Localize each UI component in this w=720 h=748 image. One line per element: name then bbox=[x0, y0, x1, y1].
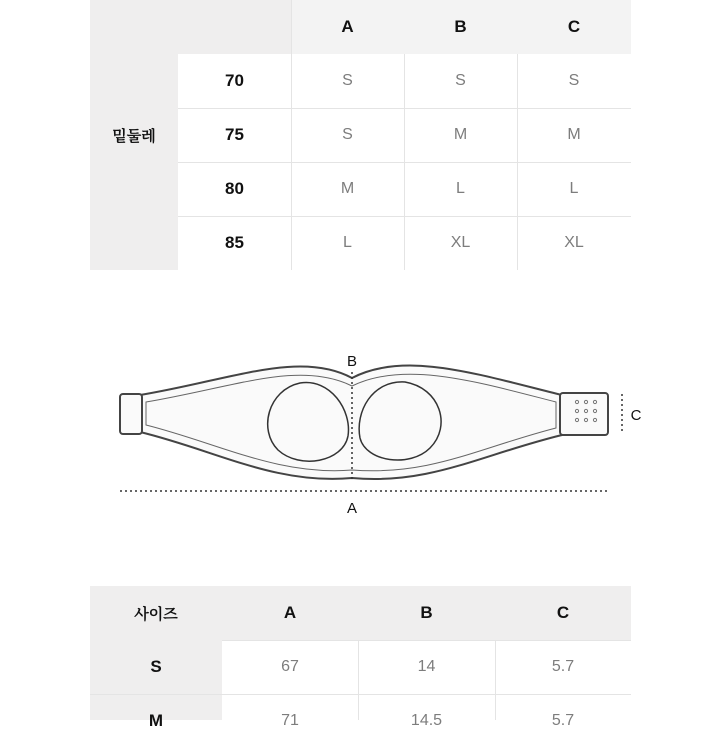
table-cell: S bbox=[455, 72, 466, 89]
column-header-c: C bbox=[556, 603, 570, 622]
table-cell: XL bbox=[564, 234, 584, 251]
band-outline bbox=[140, 366, 562, 480]
table-cell: S bbox=[342, 72, 353, 89]
table-cell: 5.7 bbox=[551, 712, 575, 729]
bralette-illustration bbox=[0, 290, 720, 530]
label-a: A bbox=[346, 500, 358, 517]
table-cell: 14.5 bbox=[410, 712, 443, 729]
table-cell: 14 bbox=[417, 658, 436, 675]
column-header-size: 사이즈 bbox=[134, 605, 178, 623]
column-header-a: A bbox=[283, 603, 297, 622]
column-header-b: B bbox=[420, 603, 433, 622]
column-header-c: C bbox=[567, 17, 581, 36]
table-cell: 71 bbox=[281, 712, 299, 729]
table-cell: M bbox=[340, 180, 355, 197]
band-value: 70 bbox=[225, 71, 244, 90]
label-b: B bbox=[346, 353, 358, 370]
table-cell: M bbox=[567, 126, 581, 143]
size-label: M bbox=[148, 711, 164, 730]
band-size-table bbox=[90, 0, 631, 270]
column-header-b: B bbox=[454, 17, 467, 36]
table-cell: M bbox=[453, 126, 468, 143]
table-cell: L bbox=[569, 180, 579, 197]
left-end-tab bbox=[120, 394, 142, 434]
table-cell: XL bbox=[450, 234, 471, 251]
size-label: S bbox=[150, 657, 162, 676]
table-cell: L bbox=[343, 234, 352, 251]
label-c: C bbox=[630, 407, 642, 424]
measurement-diagram bbox=[0, 290, 720, 530]
band-row-label: 밑둘레 bbox=[112, 127, 156, 145]
band-value: 75 bbox=[225, 125, 244, 144]
column-header-a: A bbox=[341, 17, 354, 36]
table-cell: L bbox=[456, 180, 465, 197]
table-cell: 67 bbox=[281, 658, 299, 675]
band-value: 80 bbox=[225, 179, 244, 198]
table-cell: S bbox=[342, 126, 353, 143]
table-corner-cell bbox=[178, 0, 291, 54]
hook-eye-closure bbox=[560, 393, 608, 435]
table-cell: S bbox=[568, 72, 580, 89]
measurement-table bbox=[90, 586, 631, 730]
band-value: 85 bbox=[225, 233, 244, 252]
table-cell: 5.7 bbox=[551, 658, 575, 675]
